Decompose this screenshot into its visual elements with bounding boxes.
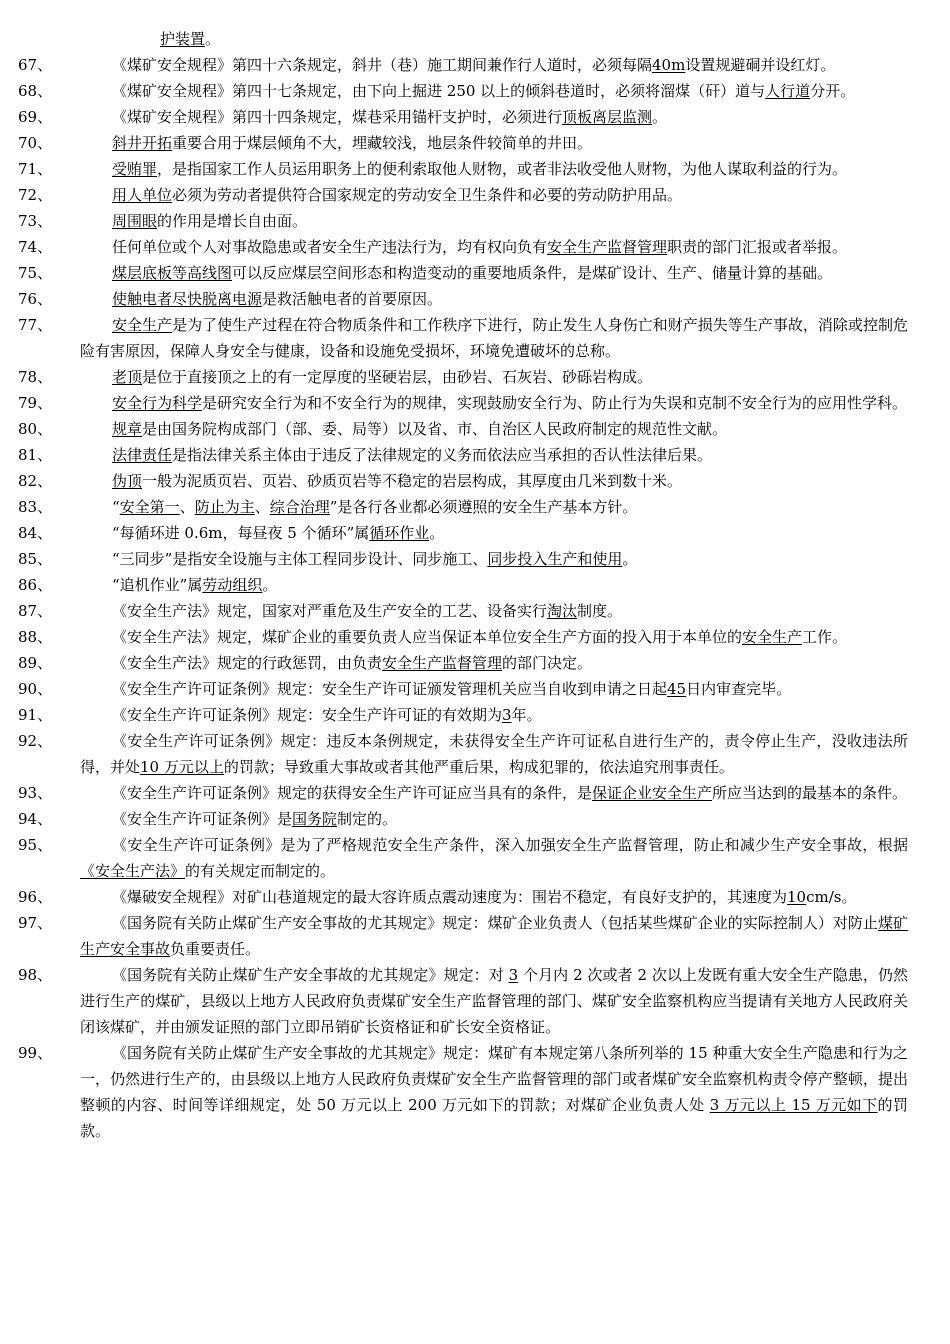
- list-item: [18, 494, 908, 520]
- question-text: 一般为泥质页岩、页岩、砂质页岩等不稳定的岩层构成，其厚度由几米到数十米。: [142, 472, 683, 490]
- question-text: 必须为劳动者提供符合国家规定的劳动安全卫生条件和必要的劳动防护用品。: [172, 186, 683, 204]
- answer-blank: 3: [502, 706, 512, 724]
- question-text: 。: [429, 524, 445, 542]
- answer-blank: 10: [787, 888, 807, 906]
- question-text: 《安全生产许可证条例》规定的获得安全生产许可证应当具有的条件，是: [112, 784, 593, 802]
- answer-blank: 斜井开拓: [112, 134, 173, 152]
- answer-blank: 老顶: [112, 368, 143, 386]
- question-text: 、: [179, 498, 195, 516]
- answer-blank: 10 万元以上: [140, 758, 224, 776]
- item-number: 93、: [18, 784, 53, 802]
- item-number: 96、: [18, 888, 53, 906]
- item-text: [80, 468, 908, 494]
- question-list: [18, 52, 908, 1144]
- item-text: [80, 156, 908, 182]
- question-text: 负重要责任。: [170, 940, 261, 958]
- item-number: 70、: [18, 134, 53, 152]
- list-item: [18, 442, 908, 468]
- answer-blank: 国务院: [292, 810, 338, 828]
- question-text: ，是指国家工作人员运用职务上的便利索取他人财物，或者非法收受他人财物，为他人谋取利益的行为。: [157, 160, 848, 178]
- item-text: [80, 884, 908, 910]
- list-item: [18, 832, 908, 884]
- item-number: 69、: [18, 108, 53, 126]
- answer-blank: 3 万元以上 15 万元如下: [709, 1096, 878, 1114]
- item-text: [80, 910, 908, 962]
- question-text: 设置规避硐并设红灯。: [685, 56, 836, 74]
- item-text: [80, 442, 908, 468]
- item-number: 82、: [18, 472, 53, 490]
- list-item: [18, 1040, 908, 1144]
- item-text: [80, 312, 908, 364]
- list-item: [18, 312, 908, 364]
- question-text: 的有关规定而制定的。: [185, 862, 336, 880]
- question-text: 《国务院有关防止煤矿生产安全事故的尤其规定》规定：煤矿有本规定第八条所列举的 15 种重大安全生产隐患和行为之一，仍然进行生产的，由县级以上地方人民政府负责煤矿安全生产监督管理的部门或者煤矿安全监察机构责令停产整顿，提出整顿的内容、时间等详细规定，处 50 万元以上 200 万元如下的罚款；对煤矿企业负责人处: [80, 1044, 908, 1114]
- question-text: 日内审查完毕。: [686, 680, 792, 698]
- item-number: 91、: [18, 706, 53, 724]
- list-item: [18, 130, 908, 156]
- answer-blank: 安全行为科学: [112, 394, 203, 412]
- question-text: 《安全生产许可证条例》是为了严格规范安全生产条件，深入加强安全生产监督管理，防止和减少生产安全事故，根据: [112, 836, 908, 854]
- item-text: [80, 598, 908, 624]
- question-text: 《国务院有关防止煤矿生产安全事故的尤其规定》规定：对: [112, 966, 509, 984]
- answer-blank: 3: [508, 966, 519, 984]
- item-text: [80, 130, 908, 156]
- item-text: [80, 676, 908, 702]
- item-text: [80, 416, 908, 442]
- item-text: [80, 104, 908, 130]
- question-text: cm/s。: [806, 888, 857, 906]
- question-text: 是救活触电者的首要原因。: [262, 290, 443, 308]
- question-text: 。: [622, 550, 638, 568]
- item-number: 85、: [18, 550, 53, 568]
- answer-blank: 淘汰: [547, 602, 578, 620]
- question-text: 《煤矿安全规程》第四十七条规定，由下向上掘进 250 以上的倾斜巷道时，必须将溜煤（矸）道与: [112, 82, 766, 100]
- question-text: 可以反应煤层空间形态和构造变动的重要地质条件，是煤矿设计、生产、储量计算的基础。: [232, 264, 833, 282]
- item-number: 73、: [18, 212, 53, 230]
- question-text: 制度。: [577, 602, 623, 620]
- item-number: 90、: [18, 680, 53, 698]
- item-number: 95、: [18, 836, 53, 854]
- answer-blank: 伪顶: [112, 472, 143, 490]
- item-number: 86、: [18, 576, 53, 594]
- list-item: [18, 624, 908, 650]
- item-number: 75、: [18, 264, 53, 282]
- item-number: 99、: [18, 1044, 53, 1062]
- item-number: 71、: [18, 160, 53, 178]
- question-text: 的部门决定。: [502, 654, 593, 672]
- list-item: [18, 598, 908, 624]
- question-text: 《安全生产法》规定，国家对严重危及生产安全的工艺、设备实行: [112, 602, 548, 620]
- list-item: [18, 572, 908, 598]
- list-item: [18, 520, 908, 546]
- list-item: [18, 728, 908, 780]
- question-text: 是由国务院构成部门（部、委、局等）以及省、市、自治区人民政府制定的规范性文献。: [142, 420, 728, 438]
- list-item: [18, 52, 908, 78]
- question-text: 《煤矿安全规程》第四十六条规定，斜井（巷）施工期间兼作行人道时，必须每隔: [112, 56, 653, 74]
- item-text: [80, 546, 908, 572]
- answer-blank: 安全生产: [112, 316, 173, 334]
- answer-blank: 劳动组织: [202, 576, 263, 594]
- list-item: [18, 806, 908, 832]
- question-text: 分开。: [810, 82, 856, 100]
- item-text: [80, 234, 908, 260]
- item-text: [80, 208, 908, 234]
- item-number: 78、: [18, 368, 53, 386]
- question-text: 年。: [511, 706, 542, 724]
- item-text: [80, 832, 908, 884]
- item-number: 77、: [18, 316, 53, 334]
- item-number: 89、: [18, 654, 53, 672]
- item-text: [80, 182, 908, 208]
- question-text: ”是各行各业都必须遵照的安全生产基本方针。: [329, 498, 638, 516]
- list-item: [18, 962, 908, 1040]
- list-item: [18, 910, 908, 962]
- question-text: 《安全生产法》规定，煤矿企业的重要负责人应当保证本单位安全生产方面的投入用于本单位的: [112, 628, 743, 646]
- item-text: [80, 364, 908, 390]
- question-text: 《安全生产许可证条例》规定：安全生产许可证的有效期为: [112, 706, 503, 724]
- item-number: 68、: [18, 82, 53, 100]
- item-number: 76、: [18, 290, 53, 308]
- answer-blank: 《安全生产法》: [80, 862, 186, 880]
- question-text: 《安全生产许可证条例》规定：安全生产许可证颁发管理机关应当自收到申请之日起: [112, 680, 668, 698]
- answer-blank: 规章: [112, 420, 143, 438]
- item-number: 79、: [18, 394, 53, 412]
- item-text: [80, 390, 908, 416]
- answer-blank: 同步投入生产和使用: [487, 550, 623, 568]
- question-text: 《国务院有关防止煤矿生产安全事故的尤其规定》规定：煤矿企业负责人（包括某些煤矿企业的实际控制人）对防止: [112, 914, 878, 932]
- question-text: “三同步”是指安全设施与主体工程同步设计、同步施工、: [112, 550, 488, 568]
- item-number: 72、: [18, 186, 53, 204]
- answer-blank: 顶板离层监测: [562, 108, 653, 126]
- answer-blank: 安全生产监督管理: [382, 654, 503, 672]
- answer-blank: 护装置: [160, 30, 206, 48]
- answer-blank: 40m: [652, 56, 686, 74]
- item-number: 81、: [18, 446, 53, 464]
- item-text: [80, 1040, 908, 1144]
- question-text: 《安全生产许可证条例》规定：违反本条例规定，未获得安全生产许可证私自进行生产的，责令停止生产，没收违法所得，并处: [80, 732, 908, 776]
- question-text: 的作用是增长自由面。: [157, 212, 308, 230]
- question-text: “: [112, 498, 120, 516]
- question-text: 任何单位或个人对事故隐患或者安全生产违法行为，均有权向负有: [112, 238, 548, 256]
- answer-blank: 法律责任: [112, 446, 173, 464]
- item-number: 83、: [18, 498, 53, 516]
- question-text: 的罚款；导致重大事故或者其他严重后果，构成犯罪的，依法追究刑事责任。: [223, 758, 734, 776]
- question-text: 是研究安全行为和不安全行为的规律，实现鼓励安全行为、防止行为失误和克制不安全行为的应用性学科。: [202, 394, 908, 412]
- question-text: “追机作业”属: [112, 576, 203, 594]
- question-text: “每循环进 0.6m，每昼夜 5 个循环”属: [112, 524, 370, 542]
- item-number: 92、: [18, 732, 53, 750]
- list-item: [18, 676, 908, 702]
- item-number: 94、: [18, 810, 53, 828]
- answer-blank: 安全生产监督管理: [547, 238, 668, 256]
- question-text: 。: [262, 576, 278, 594]
- answer-blank: 人行道: [765, 82, 811, 100]
- item-text: [80, 286, 908, 312]
- item-text: [80, 494, 908, 520]
- item-text: [80, 78, 908, 104]
- answer-blank: 保证企业安全生产: [592, 784, 713, 802]
- item-number: 84、: [18, 524, 53, 542]
- item-text: [80, 780, 908, 806]
- item-text: [80, 52, 908, 78]
- answer-blank: 综合治理: [269, 498, 330, 516]
- answer-blank: 用人单位: [112, 186, 173, 204]
- question-text: 《安全生产法》规定的行政惩罚，由负责: [112, 654, 383, 672]
- document-content: [18, 26, 908, 1144]
- item-text: [80, 702, 908, 728]
- list-item: [18, 364, 908, 390]
- item-number: 98、: [18, 966, 53, 984]
- list-item: [18, 286, 908, 312]
- answer-blank: 煤层底板等高线图: [112, 264, 233, 282]
- question-text: 。: [652, 108, 668, 126]
- question-text: 个月内 2 次或者 2 次以上发既有重大安全生产隐患，仍然进行生产的煤矿，县级以上地方人民政府负责煤矿安全生产监督管理的部门、煤矿安全监察机构应当提请有关地方人民政府关闭该煤矿，并由颁发证照的部门立即吊销矿长资格证和矿长安全资格证。: [80, 966, 908, 1036]
- list-item: [18, 884, 908, 910]
- item-text: [80, 806, 908, 832]
- answer-blank: 周围眼: [112, 212, 158, 230]
- list-item: [18, 416, 908, 442]
- item-text: [80, 260, 908, 286]
- item-text: [80, 520, 908, 546]
- answer-blank: 受贿罪: [112, 160, 158, 178]
- item-number: 67、: [18, 56, 53, 74]
- question-text: 职责的部门汇报或者举报。: [667, 238, 848, 256]
- item-number: 97、: [18, 914, 53, 932]
- answer-blank: 循环作业: [369, 524, 430, 542]
- list-item: [18, 78, 908, 104]
- question-text: 重要合用于煤层倾角不大，埋藏较浅，地层条件较简单的井田。: [172, 134, 593, 152]
- item-text: [80, 624, 908, 650]
- question-text: 的罚款。: [80, 1096, 908, 1140]
- list-item: [18, 182, 908, 208]
- question-text: 。: [205, 30, 221, 48]
- list-item: [18, 546, 908, 572]
- answer-blank: 使触电者尽快脱离电源: [112, 290, 263, 308]
- list-item: [18, 780, 908, 806]
- list-item: [18, 650, 908, 676]
- item-text: [80, 962, 908, 1040]
- item-number: 74、: [18, 238, 53, 256]
- question-text: 是指法律关系主体由于违反了法律规定的义务而依法应当承担的否认性法律后果。: [172, 446, 713, 464]
- item-text: [80, 572, 908, 598]
- question-text: 制定的。: [337, 810, 398, 828]
- list-item: [18, 234, 908, 260]
- item-number: 88、: [18, 628, 53, 646]
- item-number: 80、: [18, 420, 53, 438]
- answer-blank: 安全第一: [119, 498, 180, 516]
- item-text: [80, 728, 908, 780]
- question-text: 《煤矿安全规程》第四十四条规定，煤巷采用锚杆支护时，必须进行: [112, 108, 563, 126]
- list-item: [18, 104, 908, 130]
- list-item: [18, 208, 908, 234]
- question-text: 是位于直接顶之上的有一定厚度的坚硬岩层，由砂岩、石灰岩、砂砾岩构成。: [142, 368, 653, 386]
- question-text: 、: [254, 498, 270, 516]
- list-item: [18, 156, 908, 182]
- list-item: [18, 702, 908, 728]
- question-text: 工作。: [802, 628, 848, 646]
- answer-blank: 安全生产: [742, 628, 803, 646]
- list-item: [18, 468, 908, 494]
- answer-blank: 煤矿生产安全事故: [80, 914, 908, 958]
- item-number: 87、: [18, 602, 53, 620]
- answer-blank: 45: [667, 680, 687, 698]
- question-text: 是为了使生产过程在符合物质条件和工作秩序下进行，防止发生人身伤亡和财产损失等生产事故，消除或控制危险有害原因，保障人身安全与健康，设备和设施免受损坏，环境免遭破坏的总称。: [80, 316, 908, 360]
- question-text: 《爆破安全规程》对矿山巷道规定的最大容许质点震动速度为：围岩不稳定，有良好支护的，其速度为: [112, 888, 788, 906]
- item-text: [80, 650, 908, 676]
- question-text: 所应当达到的最基本的条件。: [712, 784, 908, 802]
- list-item: [18, 390, 908, 416]
- answer-blank: 防止为主: [194, 498, 255, 516]
- continued-paragraph: [80, 26, 908, 52]
- list-item: [18, 260, 908, 286]
- question-text: 《安全生产许可证条例》是: [112, 810, 293, 828]
